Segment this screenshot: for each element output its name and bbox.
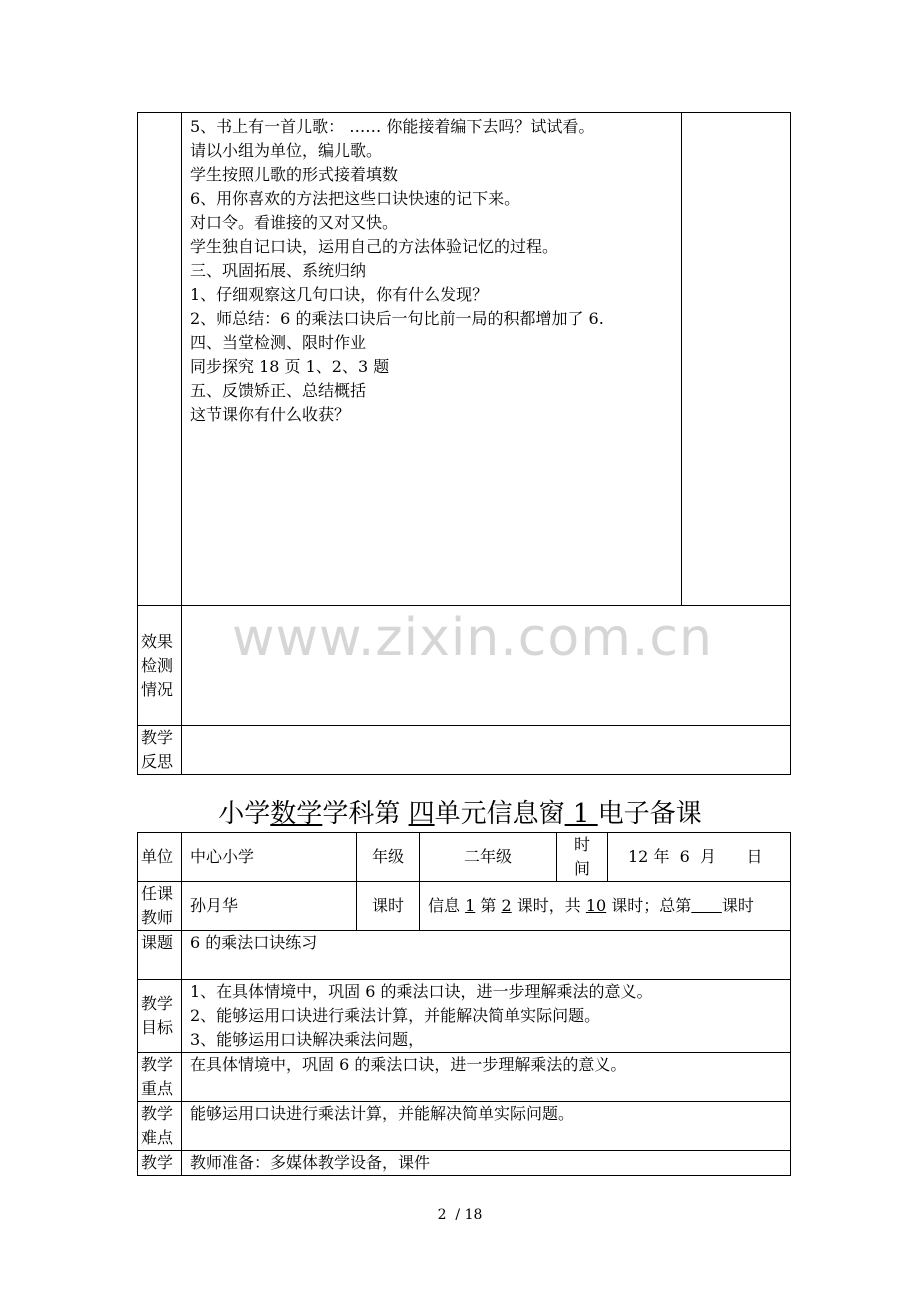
- process-line: 学生按照儿歌的形式接着填数: [190, 165, 399, 184]
- time-label-2: 间: [573, 859, 590, 878]
- process-line: 三、巩固拓展、系统归纳: [190, 261, 367, 280]
- unit-value: 中心小学: [182, 833, 357, 882]
- title-after-unit: 单元信息窗: [434, 799, 565, 829]
- process-line: 6、用你喜欢的方法把这些口诀快速的记下来。: [190, 189, 521, 208]
- period-value: [420, 882, 791, 931]
- difficulty-label-2: 难点: [141, 1128, 174, 1147]
- key-label-1: 教学: [141, 1055, 174, 1074]
- title-unit: 四: [408, 799, 435, 829]
- topic-value: 6 的乘法口诀练习: [182, 931, 791, 980]
- process-label-cell: [138, 113, 182, 606]
- period-text-4: 课时；总第: [606, 896, 692, 915]
- process-line: 对口令。看谁接的又对又快。: [190, 213, 399, 232]
- title-prefix: 小学: [218, 799, 271, 829]
- title-middle: 学科第: [322, 799, 409, 829]
- difficulty-label: [138, 1102, 182, 1151]
- period-info-no: 1: [465, 896, 476, 915]
- process-line: 请以小组为单位，编儿歌。: [190, 141, 383, 160]
- goal-value: [182, 980, 791, 1053]
- process-line: 1、仔细观察这几句口诀，你有什么发现？: [190, 285, 489, 304]
- teacher-label-1: 任课: [141, 884, 174, 903]
- unit-label: 单位: [138, 833, 182, 882]
- prep-value: 教师准备：多媒体教学设备，课件: [182, 1151, 791, 1176]
- reflection-content-cell: [182, 726, 791, 775]
- title-suffix: 电子备课: [597, 799, 702, 829]
- effect-label-1: 效果: [141, 631, 174, 651]
- effect-label-cell: [138, 606, 182, 726]
- lesson-info-table: [137, 832, 791, 1176]
- effect-content-cell: [182, 606, 791, 726]
- period-total: 10: [585, 896, 607, 915]
- period-text-2: 第: [475, 896, 502, 915]
- process-line: 学生独自记口诀，运用自己的方法体验记忆的过程。: [190, 237, 559, 256]
- process-content-cell: [182, 113, 682, 606]
- process-line: 5、书上有一首儿歌： …… 你能接着编下去吗？试试看。: [190, 117, 595, 136]
- key-label-2: 重点: [141, 1079, 174, 1098]
- goal-label-2: 目标: [141, 1018, 174, 1037]
- goal-label-1: 教学: [141, 994, 174, 1013]
- process-notes-cell: [682, 113, 791, 606]
- grade-value: 二年级: [420, 833, 557, 882]
- topic-label: 课题: [138, 931, 182, 980]
- goal-label: [138, 980, 182, 1053]
- period-blank: [691, 896, 722, 915]
- period-text-5: 课时: [721, 896, 754, 915]
- process-line: 2、师总结：6 的乘法口诀后一句比前一局的积都增加了 6.: [190, 309, 604, 328]
- page-number: 2 / 18: [437, 1207, 483, 1223]
- period-label: 课时: [357, 882, 420, 931]
- teacher-label: [138, 882, 182, 931]
- difficulty-value: 能够运用口诀进行乘法计算，并能解决简单实际问题。: [182, 1102, 791, 1151]
- period-text-1: 信息: [428, 896, 466, 915]
- process-line: 同步探究 18 页 1、2、3 题: [190, 357, 390, 376]
- goal-item: 1、在具体情境中，巩固 6 的乘法口诀，进一步理解乘法的意义。: [190, 982, 653, 1001]
- title-subject: 数学: [270, 799, 323, 829]
- effect-label-2: 检测: [141, 655, 174, 675]
- watermark: www.zixin.com.cn: [232, 608, 713, 668]
- time-label-1: 时: [573, 835, 590, 854]
- effect-label-3: 情况: [141, 679, 174, 699]
- goal-item: 2、能够运用口诀进行乘法计算，并能解决简单实际问题。: [190, 1006, 601, 1025]
- reflection-label-1: 教学: [141, 728, 174, 747]
- prep-label: 教学: [138, 1151, 182, 1176]
- time-value: 12 年 6 月 日: [608, 833, 791, 882]
- period-text-3: 课时，共: [511, 896, 586, 915]
- teacher-value: 孙月华: [182, 882, 357, 931]
- key-label: [138, 1053, 182, 1102]
- teacher-label-2: 教师: [141, 908, 174, 927]
- process-lines: [182, 113, 681, 427]
- lesson-process-table: [137, 112, 791, 775]
- time-label: [557, 833, 608, 882]
- process-line: 四、当堂检测、限时作业: [190, 333, 367, 352]
- difficulty-label-1: 教学: [141, 1104, 174, 1123]
- document-title: [0, 797, 920, 831]
- process-line: 五、反馈矫正、总结概括: [190, 381, 367, 400]
- reflection-label-2: 反思: [141, 752, 174, 771]
- process-line: 这节课你有什么收获？: [190, 405, 351, 424]
- period-no: 2: [501, 896, 512, 915]
- grade-label: 年级: [357, 833, 420, 882]
- reflection-label-cell: [138, 726, 182, 775]
- key-value: 在具体情境中，巩固 6 的乘法口诀，进一步理解乘法的意义。: [182, 1053, 791, 1102]
- goal-item: 3、能够运用口诀解决乘法问题，: [190, 1030, 425, 1049]
- title-window-no: 1: [564, 799, 598, 829]
